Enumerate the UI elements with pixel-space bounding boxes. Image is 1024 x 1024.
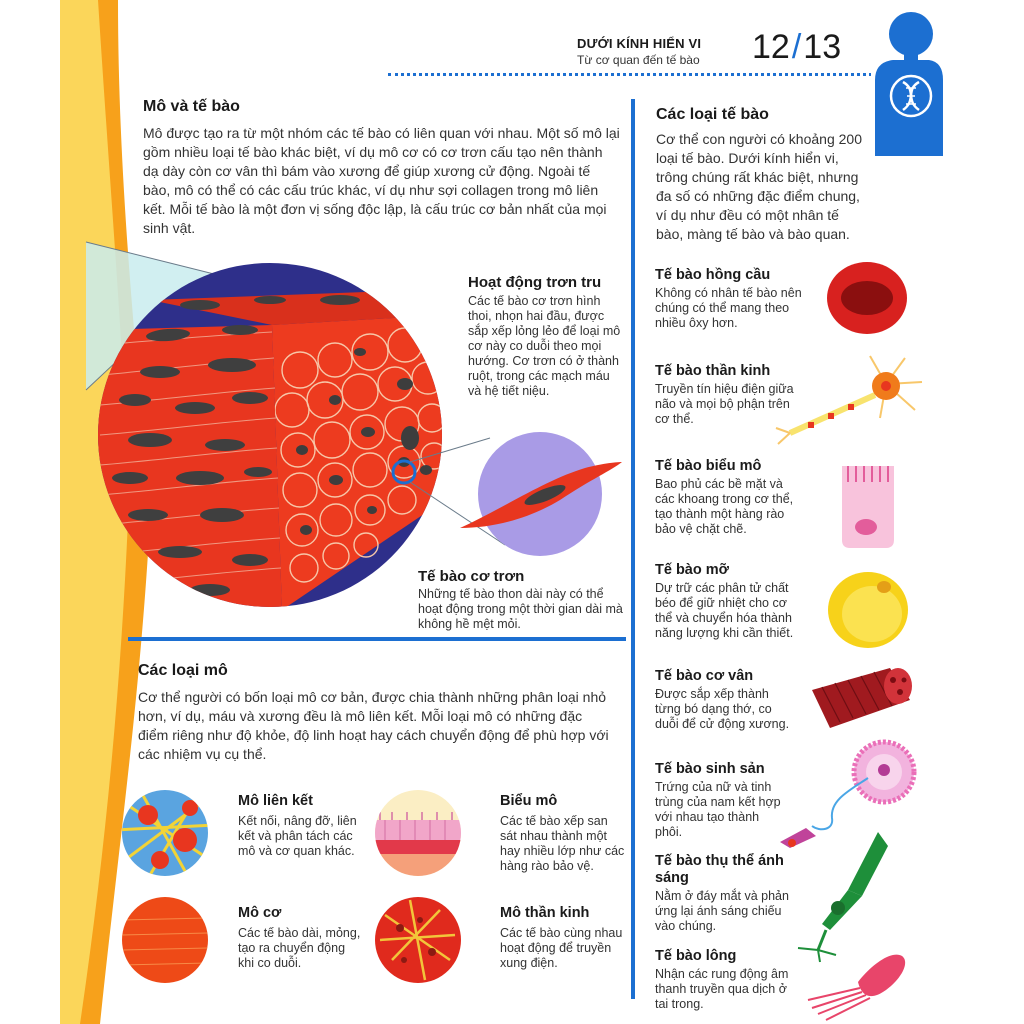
tissue-name: Mô liên kết [238,793,313,809]
tissue-types-body: Cơ thể người có bốn loại mô cơ bản, được chia thành những phân loại nhỏ hơn, ví dụ, máu và xương đều là mô liên kết. Mỗi loại mô có những đặc điểm riêng như độ khỏe, độ linh hoạt hay cách chuyển động để phù hợp với các nhiệm vụ cụ thể. [138,689,609,762]
cell-desc: Nhận các rung động âm thanh truyền qua dịch ở tai trong. [655,967,789,1011]
photoreceptor-cell-image [798,832,888,962]
cell-desc: Được sắp xếp thành từng bó dạng thớ, co duỗi để cử động xương. [655,687,790,731]
smooth-cell-body: Những tế bào thon dài này có thể hoạt động trong một thời gian dài mà không hề mệt mỏi. [418,587,623,631]
hair-cell-image [808,955,905,1020]
cell-name: Tế bào lông [655,948,737,964]
section-heading-cell-types: Các loại tế bào [656,106,769,123]
cell-name: Tế bào biểu mô [655,458,762,474]
cell-desc: Nằm ở đáy mắt và phản ứng lại ánh sáng chiếu vào chúng. [655,889,789,933]
skeletal-muscle-cell-image [812,668,912,728]
column-divider [631,99,635,999]
cell-types-body: Cơ thể con người có khoảng 200 loại tế bào. Dưới kính hiển vi, trông chúng rất khác biệt, nhưng đa số có những đặc điểm chung, ví dụ như đều có một nhân tế bào, màng tế bào và bào quan. [656,131,862,242]
nerve-tissue-image [375,897,461,983]
muscle-tissue-image [120,897,210,983]
smooth-activity-heading: Hoạt động trơn tru [468,274,602,291]
header-dotted-rule [388,73,872,76]
cell-desc: Dự trữ các phân tử chất béo để giữ nhiệt cho cơ thể và chuyển hóa thành năng lượng khi cần thiết. [655,581,794,640]
cell-item-nerve [655,363,795,427]
smooth-cell-heading: Tế bào cơ trơn [418,568,525,585]
cell-name: Tế bào hồng cầu [655,267,771,283]
tissue-and-cells-body: Mô được tạo ra từ một nhóm các tế bào có liên quan với nhau. Một số mô lại gồm nhiều loại tế bào khác biệt, ví dụ mô cơ có cơ trơn cấu tạo nên thành dạ dày còn cơ vân thì bám vào xương để giúp xương cử động. Ngoài tế bào, mô có thể có các cấu trúc khác, ví dụ như sợi collagen trong mô liên kết. Mỗi tế bào là một đơn vị sống độc lập, là cấu trúc cơ bản nhất của mọi sinh vật. [143,125,620,236]
page-numbers [752,28,841,67]
page-slash: / [791,28,802,66]
cell-item-hair [655,948,795,1012]
cell-desc: Không có nhân tế bào nên chúng có thể mang theo nhiều ôxy hơn. [655,286,802,330]
page-number-right: 13 [803,28,842,66]
section-heading-tissue-and-cells: Mô và tế bào [143,98,240,115]
chapter-title: DƯỚI KÍNH HIỂN VI [577,36,702,51]
cell-item-photoreceptor [655,853,805,934]
cell-item-red-blood [655,267,805,331]
epithelium-image [370,790,470,894]
cell-name: Tế bào thần kinh [655,363,771,379]
smooth-activity-body: Các tế bào cơ trơn hình thoi, nhọn hai đầu, được sắp xếp lỏng lẻo để loại mô cơ này co duỗi theo mọi hướng. Cơ trơn có ở thành ruột, trong các mạch máu và hệ tiết niệu. [468,294,621,398]
cell-desc: Trứng của nữ và tinh trùng của nam kết hợp với nhau tạo thành phôi. [655,780,781,839]
reproductive-cells-image [780,742,914,848]
cell-name: Tế bào mỡ [655,562,729,578]
cell-name: Tế bào cơ vân [655,668,754,684]
chapter-subtitle: Từ cơ quan đến tế bào [577,53,700,67]
page-number-left: 12 [752,28,790,66]
cell-name: Tế bào sinh sản [655,761,765,777]
tissue-name: Biểu mô [500,793,558,809]
cell-item-skeletal-muscle [655,668,795,732]
cell-item-epithelial [655,458,800,537]
cell-item-fat [655,562,807,641]
nerve-cell-image [776,356,922,444]
epithelial-cell-image [842,466,894,548]
tissue-name: Mô cơ [238,905,282,921]
tissue-item-muscle [238,905,363,971]
tissue-desc: Các tế bào cùng nhau hoạt động để truyền xung điện. [500,926,623,970]
tissue-desc: Các tế bào xếp san sát nhau thành một hay nhiều lớp như các hàng rào bảo vệ. [500,814,625,873]
fat-cell-image [828,572,908,648]
connective-tissue-image [115,790,215,880]
cell-desc: Truyền tín hiệu điện giữa não và mọi bộ phận trên cơ thể. [655,382,794,426]
tissue-desc: Kết nối, nâng đỡ, liên kết và phân tách các mô và cơ quan khác. [238,814,357,858]
cell-item-reproductive [655,761,785,840]
section-divider [128,637,626,641]
tissue-item-epithelium [500,793,625,874]
tissue-item-nerve [500,905,625,971]
cell-name: Tế bào thụ thể ánh sáng [655,853,784,886]
tissue-item-connective [238,793,363,859]
smooth-muscle-cell-illustration [460,432,622,556]
section-heading-tissue-types: Các loại mô [138,662,228,679]
tissue-desc: Các tế bào dài, mỏng, tạo ra chuyển động khi co duỗi. [238,926,361,970]
tissue-name: Mô thần kinh [500,905,590,921]
red-blood-cell-image [827,262,907,334]
cell-desc: Bao phủ các bề mặt và các khoang trong cơ thể, tạo thành một hàng rào bảo vệ chặt chẽ. [655,477,794,536]
smooth-muscle-tissue-illustration [95,263,452,610]
human-dna-icon [871,0,943,156]
